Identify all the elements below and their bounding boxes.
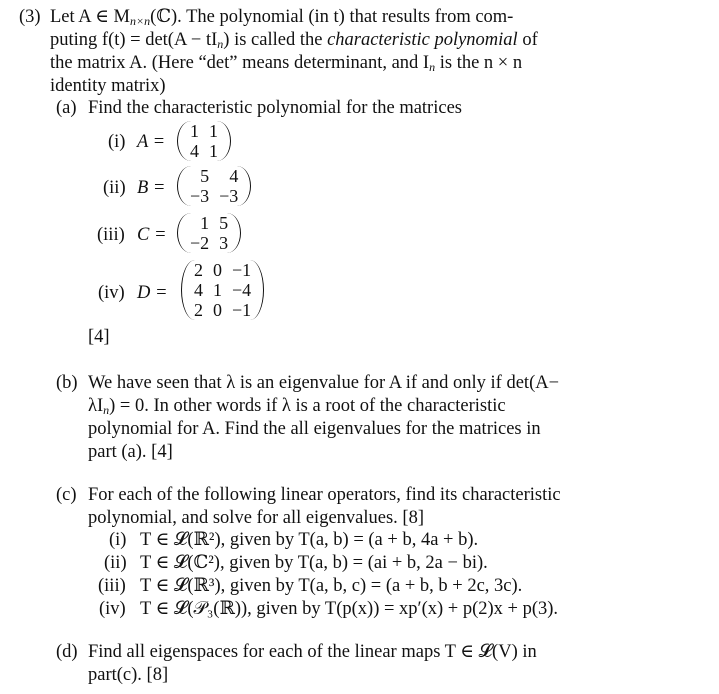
intro-text-2b: ) is called the	[223, 30, 323, 50]
intro-sub-2: n	[217, 37, 224, 51]
matrix-a-name: A =	[137, 132, 166, 152]
matrix-cell: 1	[190, 121, 199, 141]
part-b-sub: n	[103, 403, 110, 417]
intro-text-2a: puting f(t) = det(A − tI	[50, 30, 218, 50]
part-b-text-2a: λI	[88, 396, 104, 416]
intro-text-3b: is the n × n	[439, 53, 523, 73]
part-b-label: (b)	[56, 373, 78, 393]
matrix-cell: 4	[190, 141, 199, 161]
matrix-cell: 5	[200, 166, 210, 186]
part-c-item-text: T ∈ 𝓛(ℝ²), given by T(a, b) = (a + b, 4a + b).	[140, 530, 479, 550]
matrix-cell: 1	[200, 213, 210, 233]
part-a-label: (a)	[56, 98, 77, 118]
part-d-line-2: part(c). [8]	[88, 665, 169, 685]
matrix-cell: −4	[232, 280, 252, 300]
part-c-item-label: (i)	[109, 530, 127, 550]
part-c-line-1: For each of the following linear operators, find its characteristic	[88, 485, 561, 505]
problem-number: (3)	[19, 7, 41, 27]
intro-text-2c: of	[522, 30, 538, 50]
part-b-line-3: polynomial for A. Find the all eigenvalues for the matrices in	[88, 419, 541, 439]
part-d-line-1: Find all eigenspaces for each of the linear maps T ∈ 𝓛(V) in	[88, 642, 537, 662]
matrix-cell: 4	[229, 166, 239, 186]
matrix-c	[177, 213, 241, 253]
matrix-cell: 2	[194, 300, 203, 320]
part-c-label: (c)	[56, 485, 77, 505]
intro-text-1b: (ℂ). The polynomial (in t) that results from com-	[150, 7, 514, 27]
intro-sub-1: n×n	[130, 14, 151, 28]
matrix-cell: 1	[213, 280, 222, 300]
matrix-cell: 1	[209, 141, 218, 161]
matrix-c-name: C =	[137, 225, 167, 245]
part-c-line-2: polynomial, and solve for all eigenvalues. [8]	[88, 508, 424, 528]
matrix-cell: −1	[232, 260, 252, 280]
matrix-cell: −1	[232, 300, 252, 320]
matrix-cell: 1	[209, 121, 218, 141]
matrix-b-name: B =	[137, 178, 166, 198]
matrix-b-label: (ii)	[103, 178, 126, 198]
intro-emphasis: characteristic polynomial	[327, 30, 518, 50]
matrix-cell: 3	[219, 233, 229, 253]
matrix-c-label: (iii)	[97, 225, 125, 245]
part-c-item-label: (iii)	[98, 576, 126, 596]
matrix-cell: 0	[213, 300, 222, 320]
part-c-item-text: T ∈ 𝓛(𝒫₃(ℝ)), given by T(p(x)) = xp′(x) + p(2)x + p(3).	[140, 599, 559, 619]
part-c-item-text: T ∈ 𝓛(ℂ²), given by T(a, b) = (ai + b, 2a − bi).	[140, 553, 488, 573]
part-b-line-1: We have seen that λ is an eigenvalue for A if and only if det(A−	[88, 373, 560, 393]
matrix-cell: 5	[219, 213, 229, 233]
part-b-text-2b: ) = 0. In other words if λ is a root of the characteristic	[109, 396, 506, 416]
matrix-cell: 4	[194, 280, 203, 300]
matrix-cell: 2	[194, 260, 203, 280]
matrix-a-label: (i)	[108, 132, 126, 152]
part-c-item-label: (iv)	[99, 599, 126, 619]
matrix-cell: −3	[219, 186, 239, 206]
matrix-cell: 0	[213, 260, 222, 280]
part-c-item-label: (ii)	[104, 553, 127, 573]
matrix-cell: −3	[190, 186, 210, 206]
part-a-marks: [4]	[88, 327, 110, 347]
matrix-d	[181, 260, 264, 320]
intro-text-1a: Let A ∈ M	[50, 7, 130, 27]
part-d-label: (d)	[56, 642, 78, 662]
matrix-a	[177, 121, 231, 161]
matrix-cell: −2	[190, 233, 210, 253]
intro-text-3a: the matrix A. (Here “det” means determinant, and I	[50, 53, 430, 73]
part-c-item-text: T ∈ 𝓛(ℝ³), given by T(a, b, c) = (a + b, b + 2c, 3c).	[140, 576, 523, 596]
part-b-line-4: part (a). [4]	[88, 442, 173, 462]
matrix-d-name: D =	[137, 283, 168, 303]
intro-sub-3: n	[429, 60, 436, 74]
matrix-b	[177, 166, 251, 206]
matrix-d-label: (iv)	[98, 283, 125, 303]
part-a-text: Find the characteristic polynomial for the matrices	[88, 98, 462, 118]
intro-line-4: identity matrix)	[50, 76, 166, 96]
